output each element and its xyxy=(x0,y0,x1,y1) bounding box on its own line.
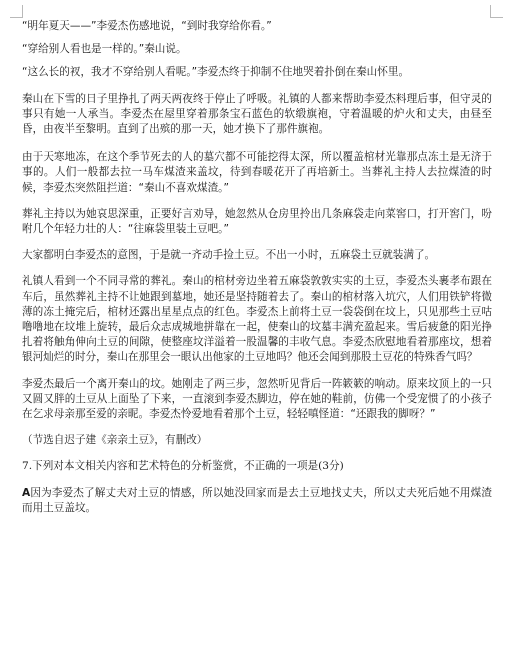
paragraph-8: 礼镇人看到一个不同寻常的葬礼。秦山的棺材旁边坐着五麻袋敦敦实实的土豆，李爱杰头裹孝布跟在车后，虽然葬礼主持不让她跟到墓地，她还是坚持随着去了。秦山的棺材落入坑穴，人们用铁铲将微薄的冻土掩完后，棺材还露出星星点点的红色。李爱杰上前将土豆一袋袋倒在坟上，只见那些土豆咕噜噜地在坟堆上旋转，最后众志成城地拼靠在一起，使秦山的坟墓丰满充盈起来。雪后疲惫的阳光挣扎着将触角伸向土豆的间隙，使整座坟洋溢着一股温馨的丰收气息。李爱杰欣慰地看着那座坟，想着银河灿烂的时分，秦山在那里会一眼认出他家的土豆地吗？他还会闻到那股土豆花的特殊香气吗？ xyxy=(22,275,492,364)
option-text: 因为李爱杰了解丈夫对土豆的情感，所以她没回家而是去土豆地找丈夫，所以丈夫死后她不用煤渣而用土豆盖坟。 xyxy=(22,486,492,514)
question-option-a xyxy=(22,486,492,516)
paragraph-4: 秦山在下雪的日子里挣扎了两天两夜终于停止了呼吸。礼镇的人都来帮助李爱杰料理后事，但守灵的事只有她一人承当。李爱杰在屋里穿着那条宝石蓝色的软缎旗袍，守着温暖的炉火和丈夫，由昼至昏，由夜半至黎明。直到了出殡的那一天，她才换下了那件旗袍。 xyxy=(22,92,492,136)
paragraph-5: 由于天寒地冻，在这个季节死去的人的墓穴都不可能挖得太深，所以覆盖棺材光靠那点冻土是无济于事的。人们一般都去拉一马车煤渣来盖坟，待到春暖花开了再培新土。当葬礼主持人去拉煤渣的时候，李爱杰突然阻拦道：“秦山不喜欢煤渣。” xyxy=(22,151,492,194)
paragraph-1: “明年夏天——”李爱杰伤感地说，“到时我穿给你看。” xyxy=(22,20,272,32)
paragraph-7: 大家都明白李爱杰的意图，于是就一齐动手捡土豆。不出一小时，五麻袋土豆就装满了。 xyxy=(22,249,436,262)
source-note: （节选自迟子建《亲亲土豆》，有删改） xyxy=(22,434,208,447)
paragraph-3: “这么长的衩，我才不穿给别人看呢。”李爱杰终于抑制不住地哭着扑倒在秦山怀里。 xyxy=(22,66,410,79)
paragraph-9: 李爱杰最后一个离开秦山的坟。她刚走了两三步，忽然听见背后一阵簌簌的响动。原来坟顶上的一只又圆又胖的土豆从上面坠了下来，一直滚到李爱杰脚边，停在她的鞋前，仿佛一个受宠惯了的小孩子在乞求母亲那至爱的亲昵。李爱杰怜爱地看着那个土豆，轻轻嗔怪道：“还跟我的脚呀？” xyxy=(22,377,492,421)
document-body xyxy=(22,19,492,516)
page-corner-mark-top-right xyxy=(490,5,503,18)
question-stem xyxy=(22,459,492,474)
paragraph-2: “穿给别人看也是一样的。”秦山说。 xyxy=(22,43,187,56)
page-corner-mark-top-left xyxy=(10,5,23,18)
paragraph-6: 葬礼主持以为她哀思深重，正要好言劝导，她忽然从仓房里拎出几条麻袋走向菜窖口，打开窖门，吩咐几个年轻力壮的人：“往麻袋里装土豆吧。” xyxy=(22,207,492,236)
option-letter: A xyxy=(22,486,31,499)
question-stem-text: 7.下列对本文相关内容和艺术特色的分析鉴赏，不正确的一项是(3分) xyxy=(22,460,344,473)
